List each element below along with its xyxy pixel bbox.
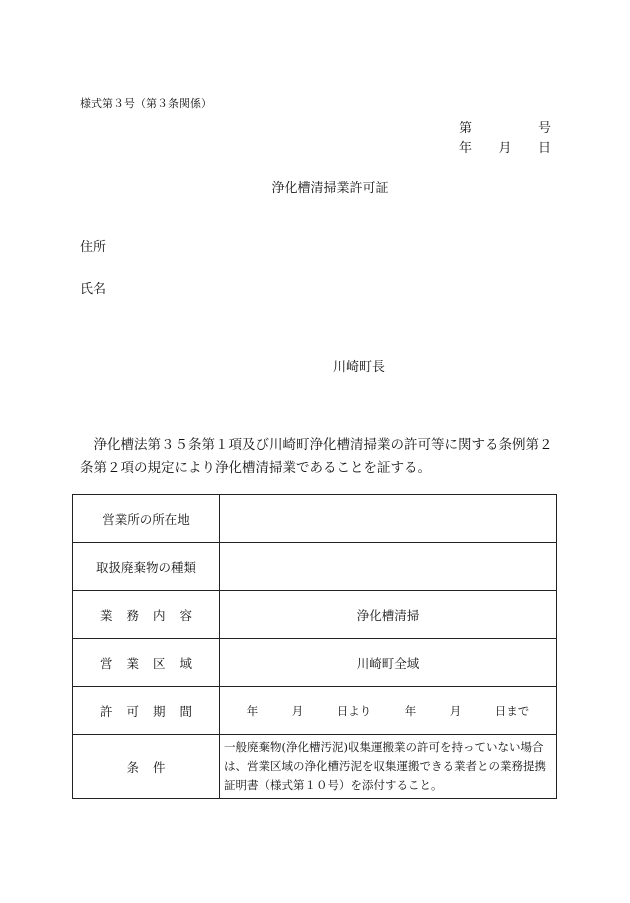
table-row-condition xyxy=(73,735,557,799)
period-to-day: 日まで xyxy=(494,703,530,718)
waste-label: 取扱廃棄物の種類 xyxy=(73,543,220,591)
condition-value xyxy=(220,735,557,799)
area-label: 営業区域 xyxy=(73,639,220,687)
date-month: 月 xyxy=(498,141,512,156)
statement-line-2: 条第２項の規定により浄化槽清掃業であることを証する。 xyxy=(80,460,431,476)
table-row-office xyxy=(73,495,557,543)
certification-statement xyxy=(80,434,556,480)
period-from-month: 月 xyxy=(291,703,304,718)
date-year: 年 xyxy=(459,141,473,156)
table-row-period xyxy=(73,687,557,735)
business-label: 業務内容 xyxy=(73,591,220,639)
condition-line-3: 証明書（様式第１０号）を添付すること。 xyxy=(224,778,443,792)
period-from-day: 日より xyxy=(336,703,372,718)
table-row-business xyxy=(73,591,557,639)
office-label: 営業所の所在地 xyxy=(73,495,220,543)
area-value: 川崎町全域 xyxy=(220,639,557,687)
condition-line-1: 一般廃棄物(浄化槽汚泥)収集運搬業の許可を持っていない場合 xyxy=(224,740,544,754)
name-label: 氏名 xyxy=(80,282,107,297)
period-to-month: 月 xyxy=(449,703,462,718)
table-row-area xyxy=(73,639,557,687)
period-from-year: 年 xyxy=(246,703,259,718)
business-value: 浄化槽清掃 xyxy=(220,591,557,639)
condition-label: 条件 xyxy=(73,735,220,799)
table-row-waste xyxy=(73,543,557,591)
period-value xyxy=(220,687,557,735)
waste-value xyxy=(220,543,557,591)
period-label: 許可期間 xyxy=(73,687,220,735)
condition-line-2: は、営業区域の浄化槽汚泥を収集運搬できる業者との業務提携 xyxy=(224,759,546,773)
issue-date-line xyxy=(459,137,551,156)
document-title: 浄化槽清掃業許可証 xyxy=(271,181,389,196)
period-to-year: 年 xyxy=(404,703,417,718)
issuer-name: 川崎町長 xyxy=(333,360,386,375)
date-day: 日 xyxy=(537,141,551,156)
number-suffix: 号 xyxy=(537,121,551,136)
permit-details-table xyxy=(72,494,557,799)
address-label: 住所 xyxy=(80,240,107,255)
form-number: 様式第３号（第３条関係） xyxy=(80,97,212,110)
office-value xyxy=(220,495,557,543)
statement-line-1: 浄化槽法第３５条第１項及び川崎町浄化槽清掃業の許可等に関する条例第２ xyxy=(93,437,553,453)
certificate-number-line xyxy=(459,117,551,136)
number-prefix: 第 xyxy=(459,121,473,136)
